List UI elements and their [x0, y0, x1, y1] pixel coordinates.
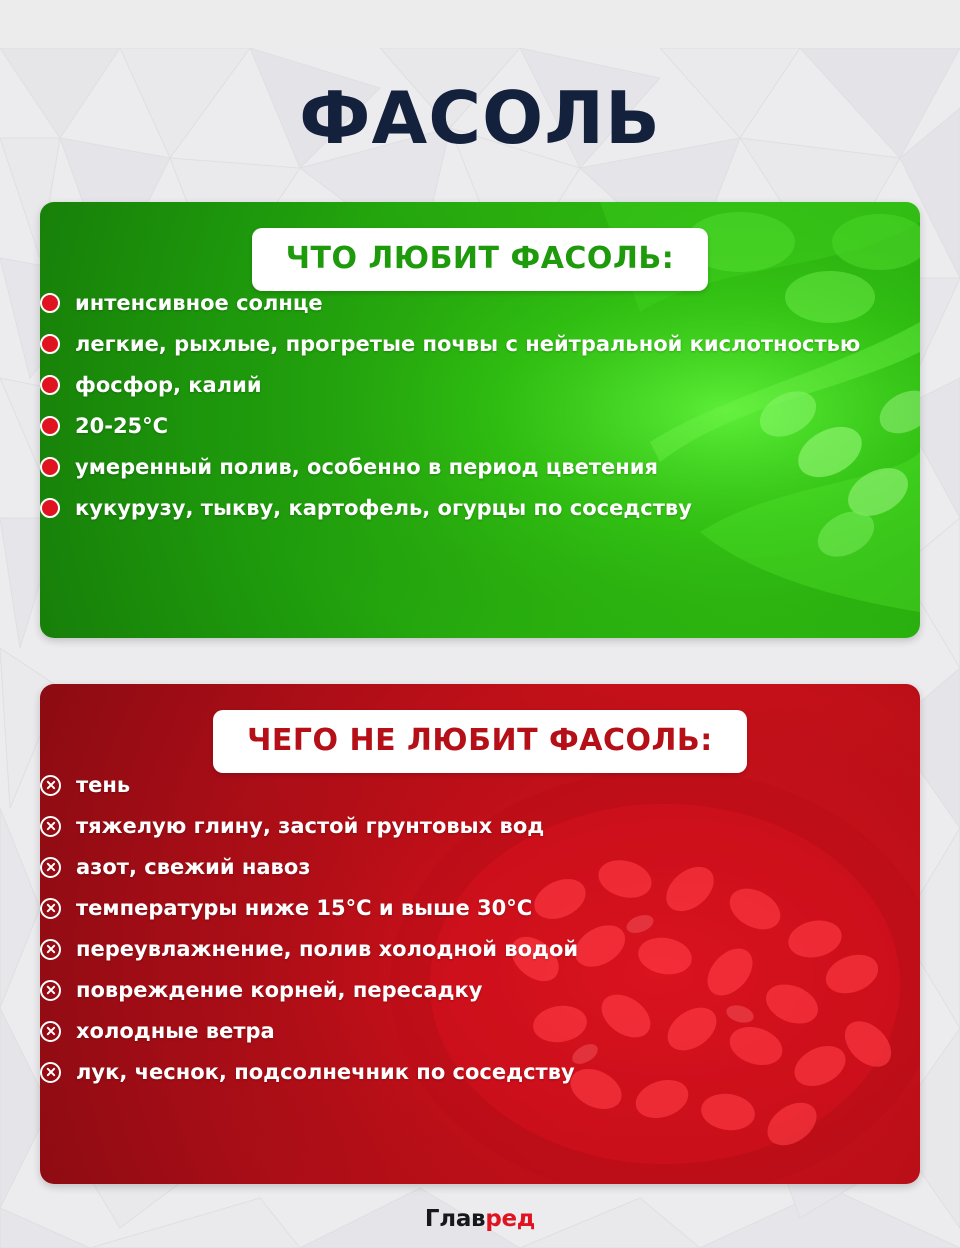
list-item-label: тяжелую глину, застой грунтовых вод	[76, 814, 545, 839]
list-item-label: умеренный полив, особенно в период цветения	[75, 455, 658, 480]
dot-icon	[40, 334, 60, 354]
x-circle-icon	[40, 1062, 61, 1083]
dot-icon	[40, 375, 60, 395]
list-item-label: переувлажнение, полив холодной водой	[76, 937, 579, 962]
likes-card	[40, 202, 920, 638]
dot-icon	[40, 457, 60, 477]
likes-heading-wrap	[40, 202, 920, 291]
list-item	[40, 814, 920, 838]
infographic-page	[0, 48, 960, 1248]
dot-icon	[40, 416, 60, 436]
page-title: ФАСОЛЬ	[299, 76, 661, 161]
list-item-label: 20-25°C	[75, 414, 169, 439]
logo-text-primary: Глав	[424, 1206, 486, 1233]
x-circle-icon	[40, 939, 61, 960]
list-item	[40, 978, 920, 1002]
dislikes-list	[40, 773, 920, 1084]
list-item-label: температуры ниже 15°C и выше 30°C	[76, 896, 533, 921]
list-item-label: фосфор, калий	[75, 373, 262, 398]
x-circle-icon	[40, 775, 61, 796]
list-item	[40, 1019, 920, 1043]
likes-list	[40, 291, 920, 520]
footer-logo	[0, 1206, 960, 1232]
logo-text-accent: ред	[485, 1206, 536, 1233]
list-item	[40, 855, 920, 879]
list-item-label: азот, свежий навоз	[76, 855, 311, 880]
list-item-label: кукурузу, тыкву, картофель, огурцы по соседству	[75, 496, 692, 521]
list-item-label: интенсивное солнце	[75, 291, 323, 316]
list-item	[40, 332, 920, 356]
list-item	[40, 773, 920, 797]
x-circle-icon	[40, 898, 61, 919]
list-item-label: легкие, рыхлые, прогретые почвы с нейтральной кислотностью	[75, 332, 861, 357]
dislikes-heading-wrap	[40, 684, 920, 773]
x-circle-icon	[40, 857, 61, 878]
list-item-label: тень	[76, 773, 131, 798]
x-circle-icon	[40, 816, 61, 837]
list-item-label: повреждение корней, пересадку	[76, 978, 483, 1003]
list-item	[40, 937, 920, 961]
list-item-label: лук, чеснок, подсолнечник по соседству	[76, 1060, 575, 1085]
x-circle-icon	[40, 980, 61, 1001]
list-item	[40, 1060, 920, 1084]
dislikes-heading: ЧЕГО НЕ ЛЮБИТ ФАСОЛЬ:	[213, 710, 747, 773]
likes-heading: ЧТО ЛЮБИТ ФАСОЛЬ:	[252, 228, 708, 291]
list-item	[40, 414, 920, 438]
list-item	[40, 291, 920, 315]
dot-icon	[40, 498, 60, 518]
list-item	[40, 496, 920, 520]
list-item	[40, 373, 920, 397]
list-item	[40, 455, 920, 479]
dot-icon	[40, 293, 60, 313]
list-item-label: холодные ветра	[76, 1019, 275, 1044]
x-circle-icon	[40, 1021, 61, 1042]
list-item	[40, 896, 920, 920]
dislikes-card	[40, 684, 920, 1184]
